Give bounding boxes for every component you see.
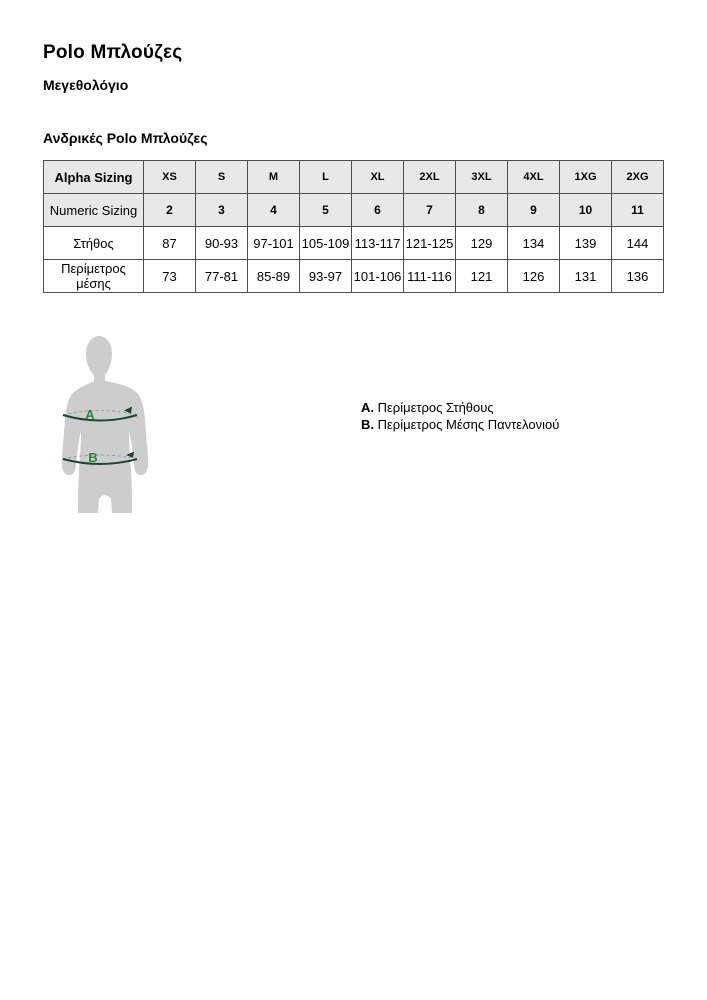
numeric-sizing-row-cell: 5 [300, 194, 352, 227]
measurement-row-1-cell: 111-116 [404, 260, 456, 293]
legend-text-b: Περίμετρος Μέσης Παντελονιού [377, 417, 560, 432]
page-title: Polo Μπλούζες [43, 42, 183, 63]
alpha-sizing-row-cell: L [300, 161, 352, 194]
size-table-body [44, 161, 664, 293]
measurement-row-0-cell: 134 [508, 227, 560, 260]
alpha-sizing-row-cell: 2XL [404, 161, 456, 194]
measurement-row-0-cell: 90-93 [196, 227, 248, 260]
measurement-row-1-cell: 121 [456, 260, 508, 293]
measurement-row-0-cell: 87 [144, 227, 196, 260]
numeric-sizing-row-cell: 9 [508, 194, 560, 227]
legend-text-a: Περίμετρος Στήθους [377, 400, 494, 415]
numeric-sizing-row-cell: 3 [196, 194, 248, 227]
alpha-sizing-row-label: Alpha Sizing [44, 161, 144, 194]
measurement-figure [50, 333, 160, 515]
alpha-sizing-row-cell: 2XG [612, 161, 664, 194]
measurement-row-1-cell: 101-106 [352, 260, 404, 293]
measurement-row-1-label: Περίμετρος μέσης [44, 260, 144, 293]
numeric-sizing-row-cell: 10 [560, 194, 612, 227]
measurement-row-0-cell: 113-117 [352, 227, 404, 260]
alpha-sizing-row-cell: XL [352, 161, 404, 194]
numeric-sizing-row-label: Numeric Sizing [44, 194, 144, 227]
alpha-sizing-row-cell: XS [144, 161, 196, 194]
measurement-row-1 [44, 260, 664, 293]
alpha-sizing-row-cell: 4XL [508, 161, 560, 194]
measurement-row-0-cell: 97-101 [248, 227, 300, 260]
alpha-sizing-row-cell: M [248, 161, 300, 194]
numeric-sizing-row-cell: 2 [144, 194, 196, 227]
legend-key-a: Α. [361, 400, 374, 415]
body-silhouette [62, 336, 149, 513]
measurement-row-0-cell: 139 [560, 227, 612, 260]
measurement-row-0-cell: 105-109 [300, 227, 352, 260]
body-silhouette-graphic [50, 333, 160, 515]
measurement-row-1-cell: 131 [560, 260, 612, 293]
chest-measure-label: A [85, 407, 95, 422]
alpha-sizing-row-cell: S [196, 161, 248, 194]
page-subtitle: Μεγεθολόγιο [43, 77, 129, 93]
measurement-row-1-cell: 93-97 [300, 260, 352, 293]
numeric-sizing-row-cell: 6 [352, 194, 404, 227]
measurement-row-0-cell: 121-125 [404, 227, 456, 260]
alpha-sizing-row-cell: 3XL [456, 161, 508, 194]
section-heading: Ανδρικές Polo Μπλούζες [43, 130, 208, 146]
measurement-row-0-cell: 129 [456, 227, 508, 260]
numeric-sizing-row-cell: 4 [248, 194, 300, 227]
legend-item-chest [361, 399, 559, 416]
numeric-sizing-row [44, 194, 664, 227]
measurement-row-0-label: Στήθος [44, 227, 144, 260]
measurement-row-1-cell: 126 [508, 260, 560, 293]
numeric-sizing-row-cell: 7 [404, 194, 456, 227]
measurement-row-1-cell: 73 [144, 260, 196, 293]
alpha-sizing-row-cell: 1XG [560, 161, 612, 194]
alpha-sizing-row [44, 161, 664, 194]
size-table [43, 160, 664, 293]
measurement-row-1-cell: 136 [612, 260, 664, 293]
measurement-row-0-cell: 144 [612, 227, 664, 260]
numeric-sizing-row-cell: 8 [456, 194, 508, 227]
numeric-sizing-row-cell: 11 [612, 194, 664, 227]
measurement-row-1-cell: 85-89 [248, 260, 300, 293]
legend-key-b: Β. [361, 417, 374, 432]
measurement-row-0 [44, 227, 664, 260]
measurement-row-1-cell: 77-81 [196, 260, 248, 293]
waist-measure-label: B [88, 450, 98, 465]
figure-legend [361, 399, 559, 433]
legend-item-waist [361, 416, 559, 433]
